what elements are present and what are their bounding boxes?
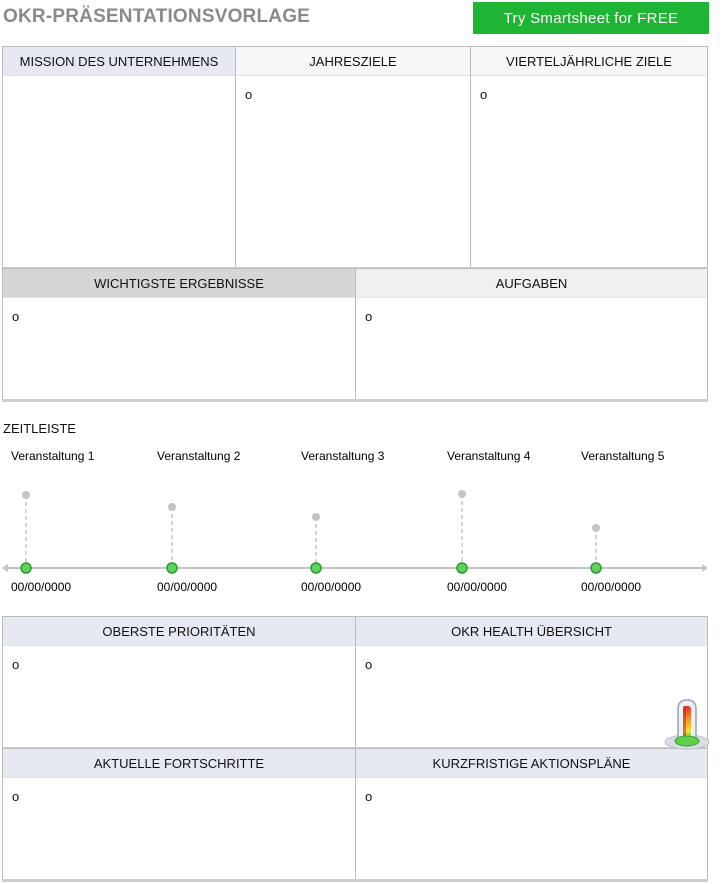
- try-smartsheet-button[interactable]: Try Smartsheet for FREE: [473, 2, 709, 34]
- timeline-event-date: 00/00/0000: [11, 580, 72, 594]
- progress-panel-title: AKTUELLE FORTSCHRITTE: [3, 749, 355, 778]
- timeline-event[interactable]: [581, 449, 665, 594]
- timeline-event-label: Veranstaltung 5: [581, 449, 665, 463]
- timeline-event-date: 00/00/0000: [301, 580, 362, 594]
- action-plans-panel-title: KURZFRISTIGE AKTIONSPLÄNE: [356, 749, 707, 778]
- timeline-event[interactable]: [301, 449, 385, 594]
- okr-health-panel: [355, 616, 708, 749]
- timeline-event-label: Veranstaltung 2: [157, 449, 241, 463]
- timeline-event-label: Veranstaltung 3: [301, 449, 385, 463]
- timeline-event-marker[interactable]: [21, 563, 31, 573]
- timeline-event-pin: [592, 524, 600, 532]
- tasks-panel-title: AUFGABEN: [356, 269, 707, 298]
- tasks-bullet[interactable]: o: [365, 309, 373, 324]
- timeline-event-label: Veranstaltung 4: [447, 449, 531, 463]
- okr-health-bullet[interactable]: o: [365, 657, 373, 672]
- quarterly-goals-panel-title: VIERTELJÄHRLICHE ZIELE: [471, 47, 707, 76]
- timeline-end-arrow: [702, 564, 708, 572]
- timeline-event[interactable]: [11, 449, 95, 594]
- timeline-event-pin: [22, 491, 30, 499]
- timeline-event-marker[interactable]: [167, 563, 177, 573]
- mission-panel-title: MISSION DES UNTERNEHMENS: [3, 47, 235, 76]
- timeline-event-marker[interactable]: [311, 563, 321, 573]
- quarterly-goals-bullet[interactable]: o: [480, 87, 488, 102]
- timeline-event-date: 00/00/0000: [447, 580, 508, 594]
- timeline-event-pin: [168, 503, 176, 511]
- key-results-bullet[interactable]: o: [12, 309, 20, 324]
- timeline-label: ZEITLEISTE: [3, 421, 76, 436]
- timeline-event-label: Veranstaltung 1: [11, 449, 95, 463]
- timeline-event-marker[interactable]: [591, 563, 601, 573]
- page-title: OKR-PRÄSENTATIONSVORLAGE: [3, 6, 311, 27]
- action-plans-bullet[interactable]: o: [365, 789, 373, 804]
- okr-health-panel-title: OKR HEALTH ÜBERSICHT: [356, 617, 707, 646]
- priorities-panel: [2, 616, 356, 749]
- timeline-event-pin: [312, 513, 320, 521]
- annual-goals-panel-title: JAHRESZIELE: [236, 47, 470, 76]
- timeline-event-marker[interactable]: [457, 563, 467, 573]
- priorities-panel-title: OBERSTE PRIORITÄTEN: [3, 617, 355, 646]
- timeline-event[interactable]: [447, 449, 531, 594]
- annual-goals-bullet[interactable]: o: [245, 87, 253, 102]
- action-plans-panel: [355, 748, 708, 881]
- timeline-event-date: 00/00/0000: [157, 580, 218, 594]
- key-results-panel-title: WICHTIGSTE ERGEBNISSE: [3, 269, 355, 298]
- health-gauge-icon: [664, 697, 710, 751]
- timeline-start-arrow: [2, 564, 8, 572]
- priorities-bullet[interactable]: o: [12, 657, 20, 672]
- row4-divider: [2, 879, 708, 882]
- progress-bullet[interactable]: o: [12, 789, 20, 804]
- timeline-event-date: 00/00/0000: [581, 580, 642, 594]
- timeline-event-pin: [458, 490, 466, 498]
- timeline-event[interactable]: [157, 449, 241, 594]
- progress-panel: [2, 748, 356, 881]
